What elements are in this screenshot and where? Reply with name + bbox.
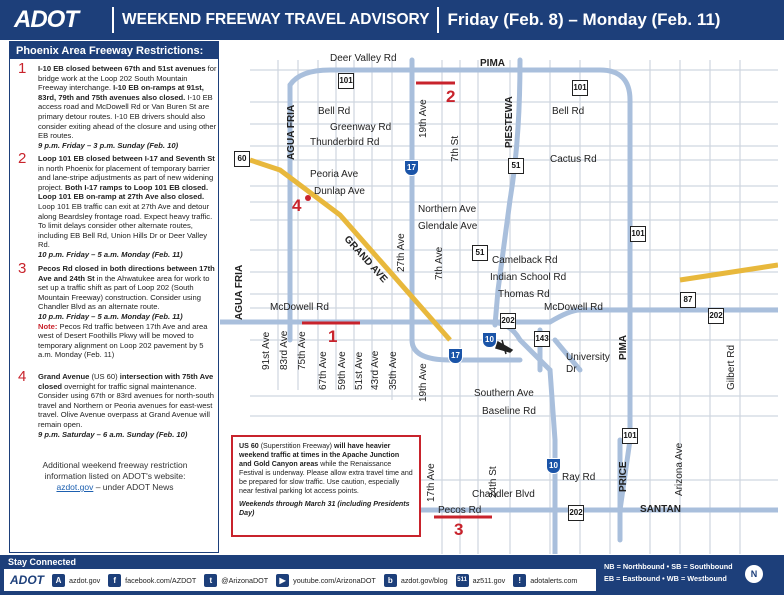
road-label: Thunderbird Rd: [310, 137, 380, 148]
globe-icon: A: [52, 574, 65, 587]
road-label: Southern Ave: [474, 388, 534, 399]
closure-marker-1[interactable]: 1: [328, 327, 338, 346]
road-label: Camelback Rd: [492, 255, 558, 266]
restriction-bold: I-10 EB closed between 67th and 51st avenues: [38, 64, 206, 73]
footer-link-text: azdot.gov/blog: [400, 575, 448, 585]
footer-link-text: facebook.com/AZDOT: [125, 575, 197, 585]
north-arrow-icon: N: [745, 565, 763, 583]
route-shield: 60: [234, 151, 250, 167]
alert-icon: !: [513, 574, 526, 587]
route-shield: 101: [572, 80, 588, 96]
restriction-time: 9 p.m. Friday – 3 p.m. Sunday (Feb. 10): [38, 140, 179, 150]
footer-link-youtube[interactable]: [276, 574, 376, 587]
route-shield: 202: [500, 313, 516, 329]
footer-link-alerts[interactable]: [513, 574, 577, 587]
footer-link-website[interactable]: [52, 574, 100, 587]
restriction-body: I-10 EB access road and McDowell Rd or Van Buren St are primary detour routes. I-10 EB drivers should also consider exiting ahead of the closure and using other EB routes.: [38, 92, 217, 141]
road-label: Bell Rd: [552, 106, 585, 117]
restriction-bold: Loop 101 EB closed between I-17 and Seventh St: [38, 154, 215, 163]
route-shield: 101: [630, 226, 646, 242]
road-label: Chandler Blvd: [472, 489, 535, 500]
road-label: McDowell Rd: [544, 302, 603, 313]
route-shield: 202: [568, 505, 584, 521]
road-label: Ray Rd: [562, 472, 596, 483]
road-label: 51st Ave: [354, 351, 365, 390]
road-label: PRICE: [618, 461, 629, 492]
direction-legend: [604, 561, 742, 585]
restriction-bold: Pecos Rd closed in both directions between 17th Ave and 24th St: [38, 264, 215, 283]
restriction-number: 1: [18, 60, 27, 77]
adot-logo[interactable]: ADOT: [14, 6, 78, 33]
us60-callout: [231, 435, 421, 537]
callout-time: Weekends through March 31 (including Presidents Day): [239, 500, 410, 517]
road-label: Baseline Rd: [482, 406, 536, 417]
restriction-text: [38, 154, 218, 260]
note-text: Pecos Rd traffic between 17th Ave and area west of Desert Foothills Pkwy will be moved to temporary alignment on Loop 202 pavement by 5 a.m. Monday (Feb. 11): [38, 321, 208, 360]
road-label: 7th Ave: [434, 246, 445, 280]
route-shield: 87: [680, 292, 696, 308]
road-label: 17th Ave: [426, 463, 437, 502]
restriction-body: in the Ahwatukee area for work to set up a traffic shift as part of Loop 202 (South Mountain Freeway) construction. Consider using Chandler Blvd as an alternate route.: [38, 273, 210, 312]
callout-bold: will have heavier weekend traffic at times in the Apache Junction and Gold Canyon areas: [239, 442, 400, 468]
route-shield: 202: [708, 308, 724, 324]
road-label: PIMA: [480, 58, 505, 69]
restriction-number: 3: [18, 260, 27, 277]
road-label: AGUA FRIA: [286, 104, 297, 160]
legend-line: NB = Northbound • SB = Southbound: [604, 562, 733, 571]
road-label: 75th Ave: [297, 331, 308, 370]
header-divider: [437, 7, 439, 33]
restriction-bold: Both I-17 ramps to Loop 101 EB closed. Loop 101 EB on-ramp at 27th Ave also closed.: [38, 182, 209, 202]
footer-link-facebook[interactable]: [108, 574, 196, 587]
road-label: Gilbert Rd: [726, 344, 737, 390]
road-label: SANTAN: [640, 504, 681, 515]
callout-text: while the Renaissance Festival is underway. Please allow extra travel time and be prepared for slow traffic. Use caution, especially near festival parking lot access points.: [239, 460, 413, 495]
road-label: Deer Valley Rd: [330, 53, 397, 64]
footer-link-twitter[interactable]: [204, 574, 268, 587]
stay-connected-label: Stay Connected: [8, 557, 77, 567]
road-label: 19th Ave: [418, 363, 429, 402]
road-label: Pecos Rd: [438, 505, 482, 516]
restriction-time: 10 p.m. Friday – 5 a.m. Monday (Feb. 11): [38, 311, 183, 321]
restriction-bold: intersection with 75th Ave closed: [38, 372, 214, 391]
road-label: PIESTEWA: [504, 96, 515, 148]
road-label: 7th St: [450, 135, 461, 162]
blog-icon: b: [384, 574, 397, 587]
header-title: WEEKEND FREEWAY TRAVEL ADVISORY: [122, 11, 430, 28]
route-shield: 101: [338, 73, 354, 89]
additional-info-line: Additional weekend freeway restriction: [42, 460, 188, 470]
restriction-bold: Grand Avenue: [38, 372, 90, 381]
footer-link-text: @ArizonaDOT: [221, 575, 269, 585]
closure-marker-3[interactable]: 3: [454, 520, 464, 539]
road-label: 59th Ave: [337, 351, 348, 390]
interstate-shield: 10: [482, 332, 497, 348]
note-label: Note:: [38, 321, 58, 331]
youtube-icon: ▶: [276, 574, 289, 587]
restriction-body: Loop 101 EB traffic can exit at 27th Ave and detour along Beardsley frontage road. Expect heavy traffic. To limit delays consider other alternate routes, including EB Bell Rd, Union Hills Dr or Deer Valley Rd.: [38, 201, 213, 250]
restriction-body: for bridge work at the Loop 202 South Mountain Freeway interchange.: [38, 64, 217, 93]
route-shield: 51: [472, 245, 488, 261]
grand-ave-label: GRAND AVE: [341, 233, 390, 286]
restriction-item-1: [12, 60, 217, 167]
road-label: University Dr: [566, 352, 610, 375]
road-label: Northern Ave: [418, 204, 477, 215]
restriction-number: 4: [18, 368, 27, 385]
road-label: Arizona Ave: [674, 442, 685, 496]
road-label: 35th Ave: [388, 351, 399, 390]
footer-link-511[interactable]: [456, 574, 506, 587]
road-label: Bell Rd: [318, 106, 351, 117]
interstate-shield: 10: [546, 458, 561, 474]
footer-adot-logo[interactable]: ADOT: [10, 573, 44, 587]
restriction-bold: I-10 EB on-ramps at 91st, 83rd, 79th and 75th avenues also closed.: [38, 83, 204, 102]
road-label: PIMA: [618, 335, 629, 360]
footer: [0, 555, 784, 595]
road-label: Peoria Ave: [310, 169, 359, 180]
road-label: 43rd Ave: [370, 350, 381, 390]
restriction-time: 10 p.m. Friday – 5 a.m. Monday (Feb. 11): [38, 249, 183, 259]
azdot-link[interactable]: azdot.gov: [56, 482, 94, 492]
closure-marker-2[interactable]: 2: [446, 87, 456, 106]
restriction-body: overnight for traffic signal maintenance. Consider using 67th or 83rd avenues for north-south travel and Northern or Peoria avenues for east-west travel. Olive Avenue overpass at Grand Avenue will remain open.: [38, 381, 215, 429]
social-links-bar: [4, 569, 596, 591]
restriction-item-3: [12, 260, 216, 374]
footer-link-text: az511.gov: [472, 575, 506, 585]
footer-link-text: azdot.gov: [69, 575, 101, 585]
interstate-shield: 17: [404, 160, 419, 176]
road-label: 27th Ave: [396, 233, 407, 272]
road-label: Thomas Rd: [498, 289, 550, 300]
restrictions-panel: [9, 41, 219, 553]
restriction-item-4: [12, 368, 216, 462]
route-shield: 101: [622, 428, 638, 444]
az511-icon: 511: [456, 574, 469, 587]
restriction-time: 9 p.m. Saturday – 6 a.m. Sunday (Feb. 10): [38, 429, 188, 439]
road-label: Indian School Rd: [490, 272, 567, 283]
road-label: Glendale Ave: [418, 221, 478, 232]
additional-info-tail: – under ADOT News: [93, 482, 174, 492]
additional-info-line: information listed on ADOT's website:: [44, 471, 186, 481]
route-shield: 143: [534, 331, 550, 347]
road-label: AGUA FRIA: [234, 264, 245, 320]
road-label: Greenway Rd: [330, 122, 392, 133]
road-label: 67th Ave: [318, 351, 329, 390]
restrictions-heading: Phoenix Area Freeway Restrictions:: [10, 42, 218, 59]
footer-link-text: youtube.com/ArizonaDOT: [293, 575, 376, 585]
restriction-text: [38, 64, 218, 150]
restriction-body: (US 60): [89, 372, 120, 381]
restriction-item-2: [12, 150, 216, 259]
additional-info: [20, 460, 210, 493]
footer-link-blog[interactable]: [384, 574, 448, 587]
road-label: Cactus Rd: [550, 154, 597, 165]
twitter-icon: t: [204, 574, 217, 587]
header-bar: [0, 0, 784, 40]
interstate-shield: 17: [448, 348, 463, 364]
closure-point-4: [305, 195, 311, 201]
callout-text: (Superstition Freeway): [258, 442, 335, 450]
header-divider: [112, 7, 114, 33]
road-label: 24th St: [488, 466, 499, 498]
restriction-body: in north Phoenix for placement of temporary barrier and lane-stripe adjustments as part of new widening project.: [38, 163, 214, 192]
header-dates: Friday (Feb. 8) – Monday (Feb. 11): [447, 10, 721, 29]
restriction-text: [38, 264, 218, 360]
road-label: 19th Ave: [418, 99, 429, 138]
route-shield: 51: [508, 158, 524, 174]
road-label: 91st Ave: [261, 331, 272, 370]
closure-marker-4[interactable]: 4: [292, 196, 302, 215]
callout-bold: US 60: [239, 442, 259, 450]
restriction-number: 2: [18, 150, 27, 167]
legend-line: EB = Eastbound • WB = Westbound: [604, 574, 727, 583]
road-label: 83rd Ave: [279, 330, 290, 370]
road-label: McDowell Rd: [270, 302, 329, 313]
facebook-icon: f: [108, 574, 121, 587]
footer-link-text: adotalerts.com: [530, 575, 578, 585]
road-label: Dunlap Ave: [314, 186, 365, 197]
restriction-text: [38, 372, 218, 439]
